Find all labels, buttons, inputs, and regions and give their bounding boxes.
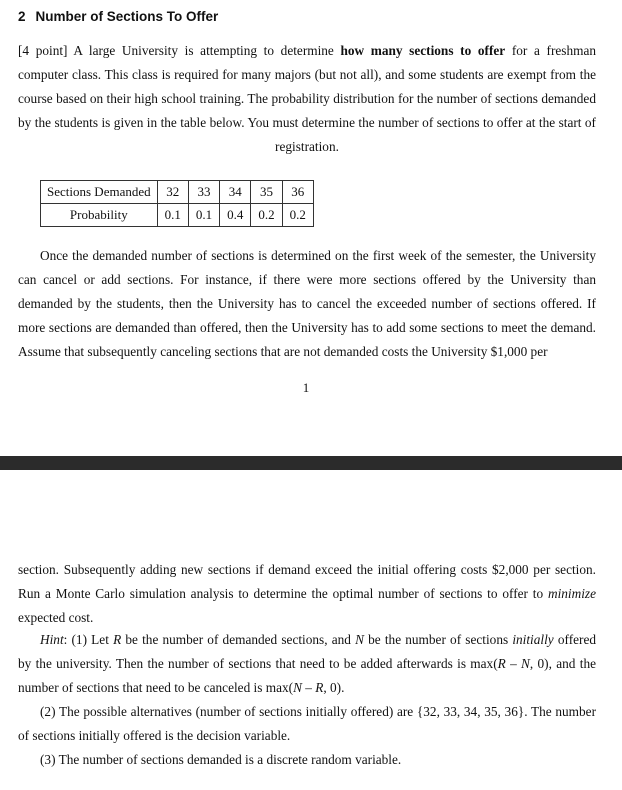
intro-bold-phrase: how many sections to offer bbox=[340, 43, 506, 58]
section-heading bbox=[18, 9, 218, 24]
hint-label: Hint bbox=[40, 632, 64, 647]
row-label-probability: Probability bbox=[41, 204, 158, 227]
paragraph-cancel-add: Once the demanded number of sections is determined on the first week of the semester, the University can cancel or add sections. For instance, if there were more sections offered by the University than demanded by the students, then the University has to cancel the exceeded number of sections offered. If more sections are demanded than offered, then the University has to add some sections to meet the demand. Assume that subsequently canceling sections that are not demanded costs the University $1,000 per bbox=[18, 248, 596, 359]
intro-text-b: for a freshman computer class. This class is required for many majors (but not all), and some students are exempt from the course based on their high school training. The probability distribution for the number of sections demanded by the students is given in the table below. You must determine the number of sections to offer at the start of registration. bbox=[18, 43, 596, 154]
points-label: [4 point] bbox=[18, 43, 68, 58]
expression-cancel: N – R bbox=[293, 680, 324, 695]
hint-text: , 0), and the number of sections that need to be canceled is max( bbox=[18, 656, 596, 695]
table-cell: 33 bbox=[188, 181, 219, 204]
intro-paragraph bbox=[18, 39, 596, 159]
table-cell: 32 bbox=[157, 181, 188, 204]
hint-text: , 0). bbox=[323, 680, 345, 695]
hint-text: : (1) Let bbox=[63, 632, 114, 647]
page-separator bbox=[0, 456, 622, 470]
table-cell: 0.1 bbox=[157, 204, 188, 227]
table-cell: 34 bbox=[220, 181, 251, 204]
table-cell: 0.1 bbox=[188, 204, 219, 227]
section-number: 2 bbox=[18, 9, 26, 24]
variable-n: N bbox=[355, 632, 364, 647]
section-title: Number of Sections To Offer bbox=[35, 9, 219, 24]
expression-add: R – N bbox=[497, 656, 530, 671]
table-row bbox=[41, 204, 314, 227]
continuation-paragraph bbox=[18, 558, 596, 630]
table-cell: 0.4 bbox=[220, 204, 251, 227]
table-cell: 35 bbox=[251, 181, 282, 204]
cont-end: expected cost. bbox=[18, 610, 94, 625]
emphasis-initially: initially bbox=[512, 632, 554, 647]
page-number: 1 bbox=[302, 380, 310, 395]
hint-text: be the number of demanded sections, and bbox=[121, 632, 356, 647]
hint-item-2: (2) The possible alternatives (number of sections initially offered) are {32, 33, 34, 35, 36}. The number of sections initially offered is the decision variable. bbox=[18, 704, 596, 743]
hint-item-3: (3) The number of sections demanded is a discrete random variable. bbox=[40, 752, 402, 767]
table-cell: 0.2 bbox=[251, 204, 282, 227]
probability-table bbox=[40, 180, 314, 227]
variable-r: R bbox=[113, 632, 122, 647]
table-cell: 36 bbox=[282, 181, 313, 204]
hint-text: be the number of sections bbox=[363, 632, 513, 647]
table-cell: 0.2 bbox=[282, 204, 313, 227]
table-row bbox=[41, 181, 314, 204]
emphasis-minimize: minimize bbox=[547, 586, 596, 601]
document-page-2 bbox=[0, 470, 622, 790]
hint-text: offered by the university. Then the number of sections that need to be added afterwards is max( bbox=[18, 632, 597, 671]
row-label-sections: Sections Demanded bbox=[41, 181, 158, 204]
cont-text: section. Subsequently adding new sections if demand exceed the initial offering costs $2,000 per section. Run a Monte Carlo simulation analysis to determine the optimal number of sections to offer to bbox=[18, 562, 596, 601]
intro-text-a: A large University is attempting to determine bbox=[67, 43, 341, 58]
hint-paragraph bbox=[18, 628, 596, 700]
